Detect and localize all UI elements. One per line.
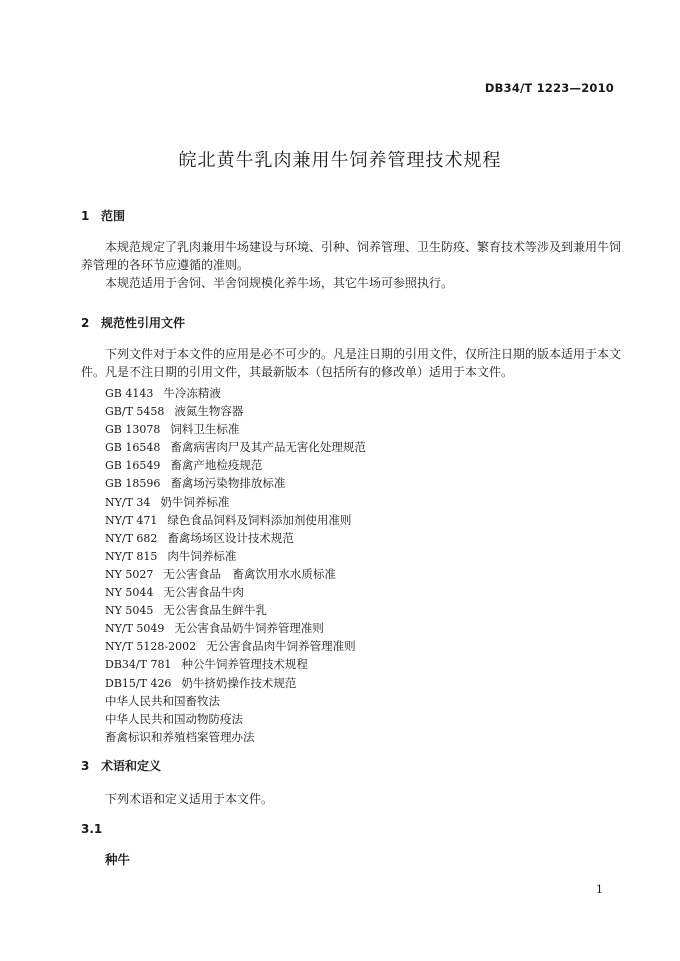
section-title: 范围	[101, 209, 126, 223]
reference-code: GB 13078	[105, 423, 161, 437]
reference-code: NY 5044	[105, 586, 154, 600]
reference-name: 牛冷冻精液	[163, 386, 221, 400]
reference-name: 种公牛饲养管理技术规程	[181, 657, 308, 672]
reference-code: GB/T 5458	[105, 405, 165, 419]
reference-code: NY/T 5128-2002	[105, 640, 197, 654]
reference-code: NY 5045	[105, 604, 154, 618]
reference-item	[105, 420, 366, 438]
reference-name: 无公害食品 畜禽饮用水水质标准	[163, 566, 336, 581]
section-2-heading	[81, 314, 185, 331]
reference-name: 无公害食品肉牛饲养管理准则	[206, 639, 356, 654]
reference-item	[105, 456, 366, 474]
reference-name: 中华人民共和国动物防疫法	[105, 711, 243, 726]
document-title: 皖北黄牛乳肉兼用牛饲养管理技术规程	[178, 150, 502, 171]
section-1-heading	[81, 207, 125, 224]
section-number: 3	[81, 759, 90, 773]
page-number: 1	[596, 883, 603, 896]
reference-item	[105, 655, 366, 673]
reference-item	[105, 547, 366, 565]
reference-item	[105, 511, 366, 529]
reference-item	[105, 728, 366, 746]
reference-item	[105, 692, 366, 710]
section-2-paragraph-1: 下列文件对于本文件的应用是必不可少的。凡是注日期的引用文件，仅所注日期的版本适用于本文件。凡是不注日期的引用文件，其最新版本（包括所有的修改单）适用于本文件。	[81, 347, 622, 379]
reference-name: 畜禽产地检疫规范	[170, 458, 263, 473]
section-1-paragraph-1: 本规范规定了乳肉兼用牛场建设与环境、引种、饲养管理、卫生防疫、繁育技术等涉及到兼用牛饲养管理的各环节应遵循的准则。	[81, 240, 622, 272]
reference-item	[105, 384, 366, 402]
reference-item	[105, 402, 366, 420]
section-title: 术语和定义	[101, 759, 162, 773]
reference-item	[105, 583, 366, 601]
reference-item	[105, 710, 366, 728]
reference-code: DB34/T 781	[105, 658, 172, 672]
reference-name: 无公害食品奶牛饲养管理准则	[174, 621, 324, 636]
reference-code: NY/T 815	[105, 549, 158, 563]
reference-code: GB 18596	[105, 477, 161, 491]
reference-item	[105, 438, 366, 456]
reference-item	[105, 474, 366, 492]
reference-name: 奶牛饲养标准	[160, 494, 230, 509]
reference-code: GB 16549	[105, 459, 161, 473]
clause-number: 3.1	[81, 822, 103, 836]
reference-code: NY 5027	[105, 567, 154, 581]
section-3-heading	[81, 757, 161, 774]
reference-name: 中华人民共和国畜牧法	[105, 693, 220, 708]
reference-code: GB 4143	[105, 387, 154, 400]
reference-code: GB 16548	[105, 441, 161, 455]
reference-name: 畜禽场污染物排放标准	[170, 476, 286, 491]
section-1-paragraph-2: 本规范适用于舍饲、半舍饲规模化养牛场，其它牛场可参照执行。	[105, 276, 454, 290]
reference-name: 无公害食品生鲜牛乳	[163, 603, 267, 618]
standard-code: DB34/T 1223—2010	[484, 81, 614, 95]
normative-references-list	[105, 384, 366, 746]
reference-code: NY/T 471	[105, 513, 158, 527]
reference-item	[105, 565, 366, 583]
reference-name: 畜禽病害肉尸及其产品无害化处理规范	[170, 440, 366, 455]
section-number: 2	[81, 316, 90, 330]
reference-code: NY/T 5049	[105, 622, 165, 636]
reference-name: 无公害食品牛肉	[163, 585, 244, 600]
reference-item	[105, 674, 366, 692]
reference-code: DB15/T 426	[105, 676, 172, 690]
term-heading: 种牛	[105, 852, 131, 867]
reference-name: 饲料卫生标准	[170, 422, 240, 437]
section-number: 1	[81, 209, 90, 223]
section-title: 规范性引用文件	[101, 316, 186, 330]
section-3-paragraph-1: 下列术语和定义适用于本文件。	[105, 792, 274, 806]
reference-item	[105, 637, 366, 655]
reference-item	[105, 493, 366, 511]
reference-name: 畜禽标识和养殖档案管理办法	[105, 729, 255, 744]
reference-name: 肉牛饲养标准	[167, 548, 237, 563]
reference-item	[105, 619, 366, 637]
reference-name: 畜禽场场区设计技术规范	[167, 530, 294, 545]
reference-item	[105, 601, 366, 619]
reference-name: 奶牛挤奶操作技术规范	[181, 675, 297, 690]
reference-code: NY/T 34	[105, 495, 151, 509]
reference-name: 液氮生物容器	[174, 404, 244, 419]
reference-name: 绿色食品饲料及饲料添加剂使用准则	[167, 512, 352, 527]
reference-item	[105, 529, 366, 547]
reference-code: NY/T 682	[105, 531, 158, 545]
